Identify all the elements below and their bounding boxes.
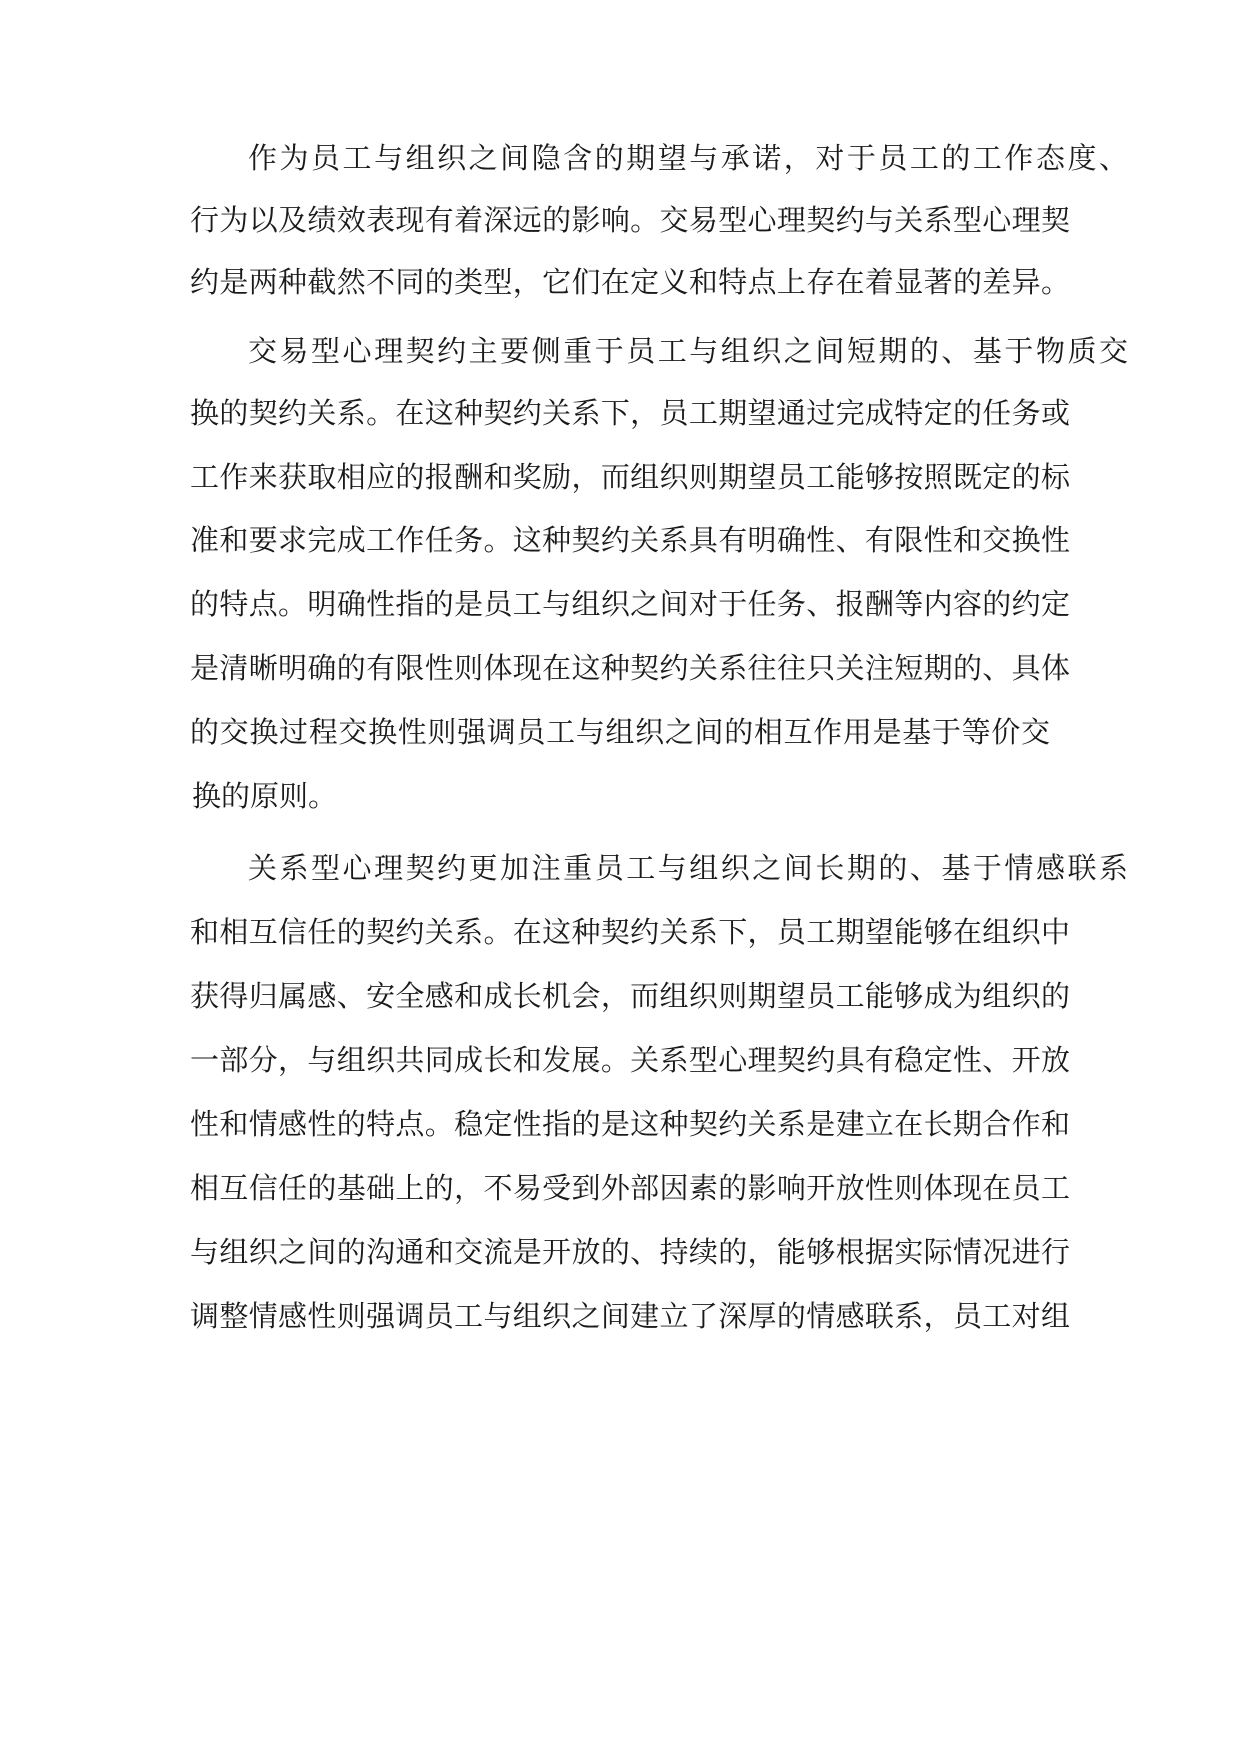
- paragraph-3-line-3: 获得归属感、安全感和成长机会，而组织则期望员工能够成为组织的: [190, 979, 1070, 1013]
- paragraph-3-line-1: 关系型心理契约更加注重员工与组织之间长期的、基于情感联系: [248, 851, 1128, 885]
- paragraph-2-line-4: 准和要求完成工作任务。这种契约关系具有明确性、有限性和交换性: [190, 523, 1070, 557]
- paragraph-2-line-1: 交易型心理契约主要侧重于员工与组织之间短期的、基于物质交: [248, 334, 1128, 368]
- paragraph-3-line-6: 相互信任的基础上的，不易受到外部因素的影响开放性则体现在员工: [190, 1171, 1070, 1205]
- paragraph-2-line-7: 的交换过程交换性则强调员工与组织之间的相互作用是基于等价交: [190, 715, 1050, 749]
- paragraph-2-line-2: 换的契约关系。在这种契约关系下，员工期望通过完成特定的任务或: [190, 396, 1070, 430]
- paragraph-2-line-3: 工作来获取相应的报酬和奖励，而组织则期望员工能够按照既定的标: [190, 460, 1070, 494]
- paragraph-1-line-2: 行为以及绩效表现有着深远的影响。交易型心理契约与关系型心理契: [190, 203, 1070, 237]
- paragraph-1-line-3: 约是两种截然不同的类型，它们在定义和特点上存在着显著的差异。: [190, 265, 1070, 299]
- paragraph-3-line-8: 调整情感性则强调员工与组织之间建立了深厚的情感联系，员工对组: [190, 1299, 1070, 1333]
- paragraph-2-line-8: 换的原则。: [192, 779, 338, 813]
- paragraph-3-line-7: 与组织之间的沟通和交流是开放的、持续的，能够根据实际情况进行: [190, 1235, 1070, 1269]
- paragraph-1-line-1: 作为员工与组织之间隐含的期望与承诺，对于员工的工作态度、: [248, 141, 1128, 175]
- paragraph-2-line-5: 的特点。明确性指的是员工与组织之间对于任务、报酬等内容的约定: [190, 587, 1070, 621]
- paragraph-3-line-4: 一部分，与组织共同成长和发展。关系型心理契约具有稳定性、开放: [190, 1043, 1070, 1077]
- paragraph-3-line-2: 和相互信任的契约关系。在这种契约关系下，员工期望能够在组织中: [190, 915, 1070, 949]
- paragraph-2-line-6: 是清晰明确的有限性则体现在这种契约关系往往只关注短期的、具体: [190, 651, 1070, 685]
- paragraph-3-line-5: 性和情感性的特点。稳定性指的是这种契约关系是建立在长期合作和: [190, 1107, 1070, 1141]
